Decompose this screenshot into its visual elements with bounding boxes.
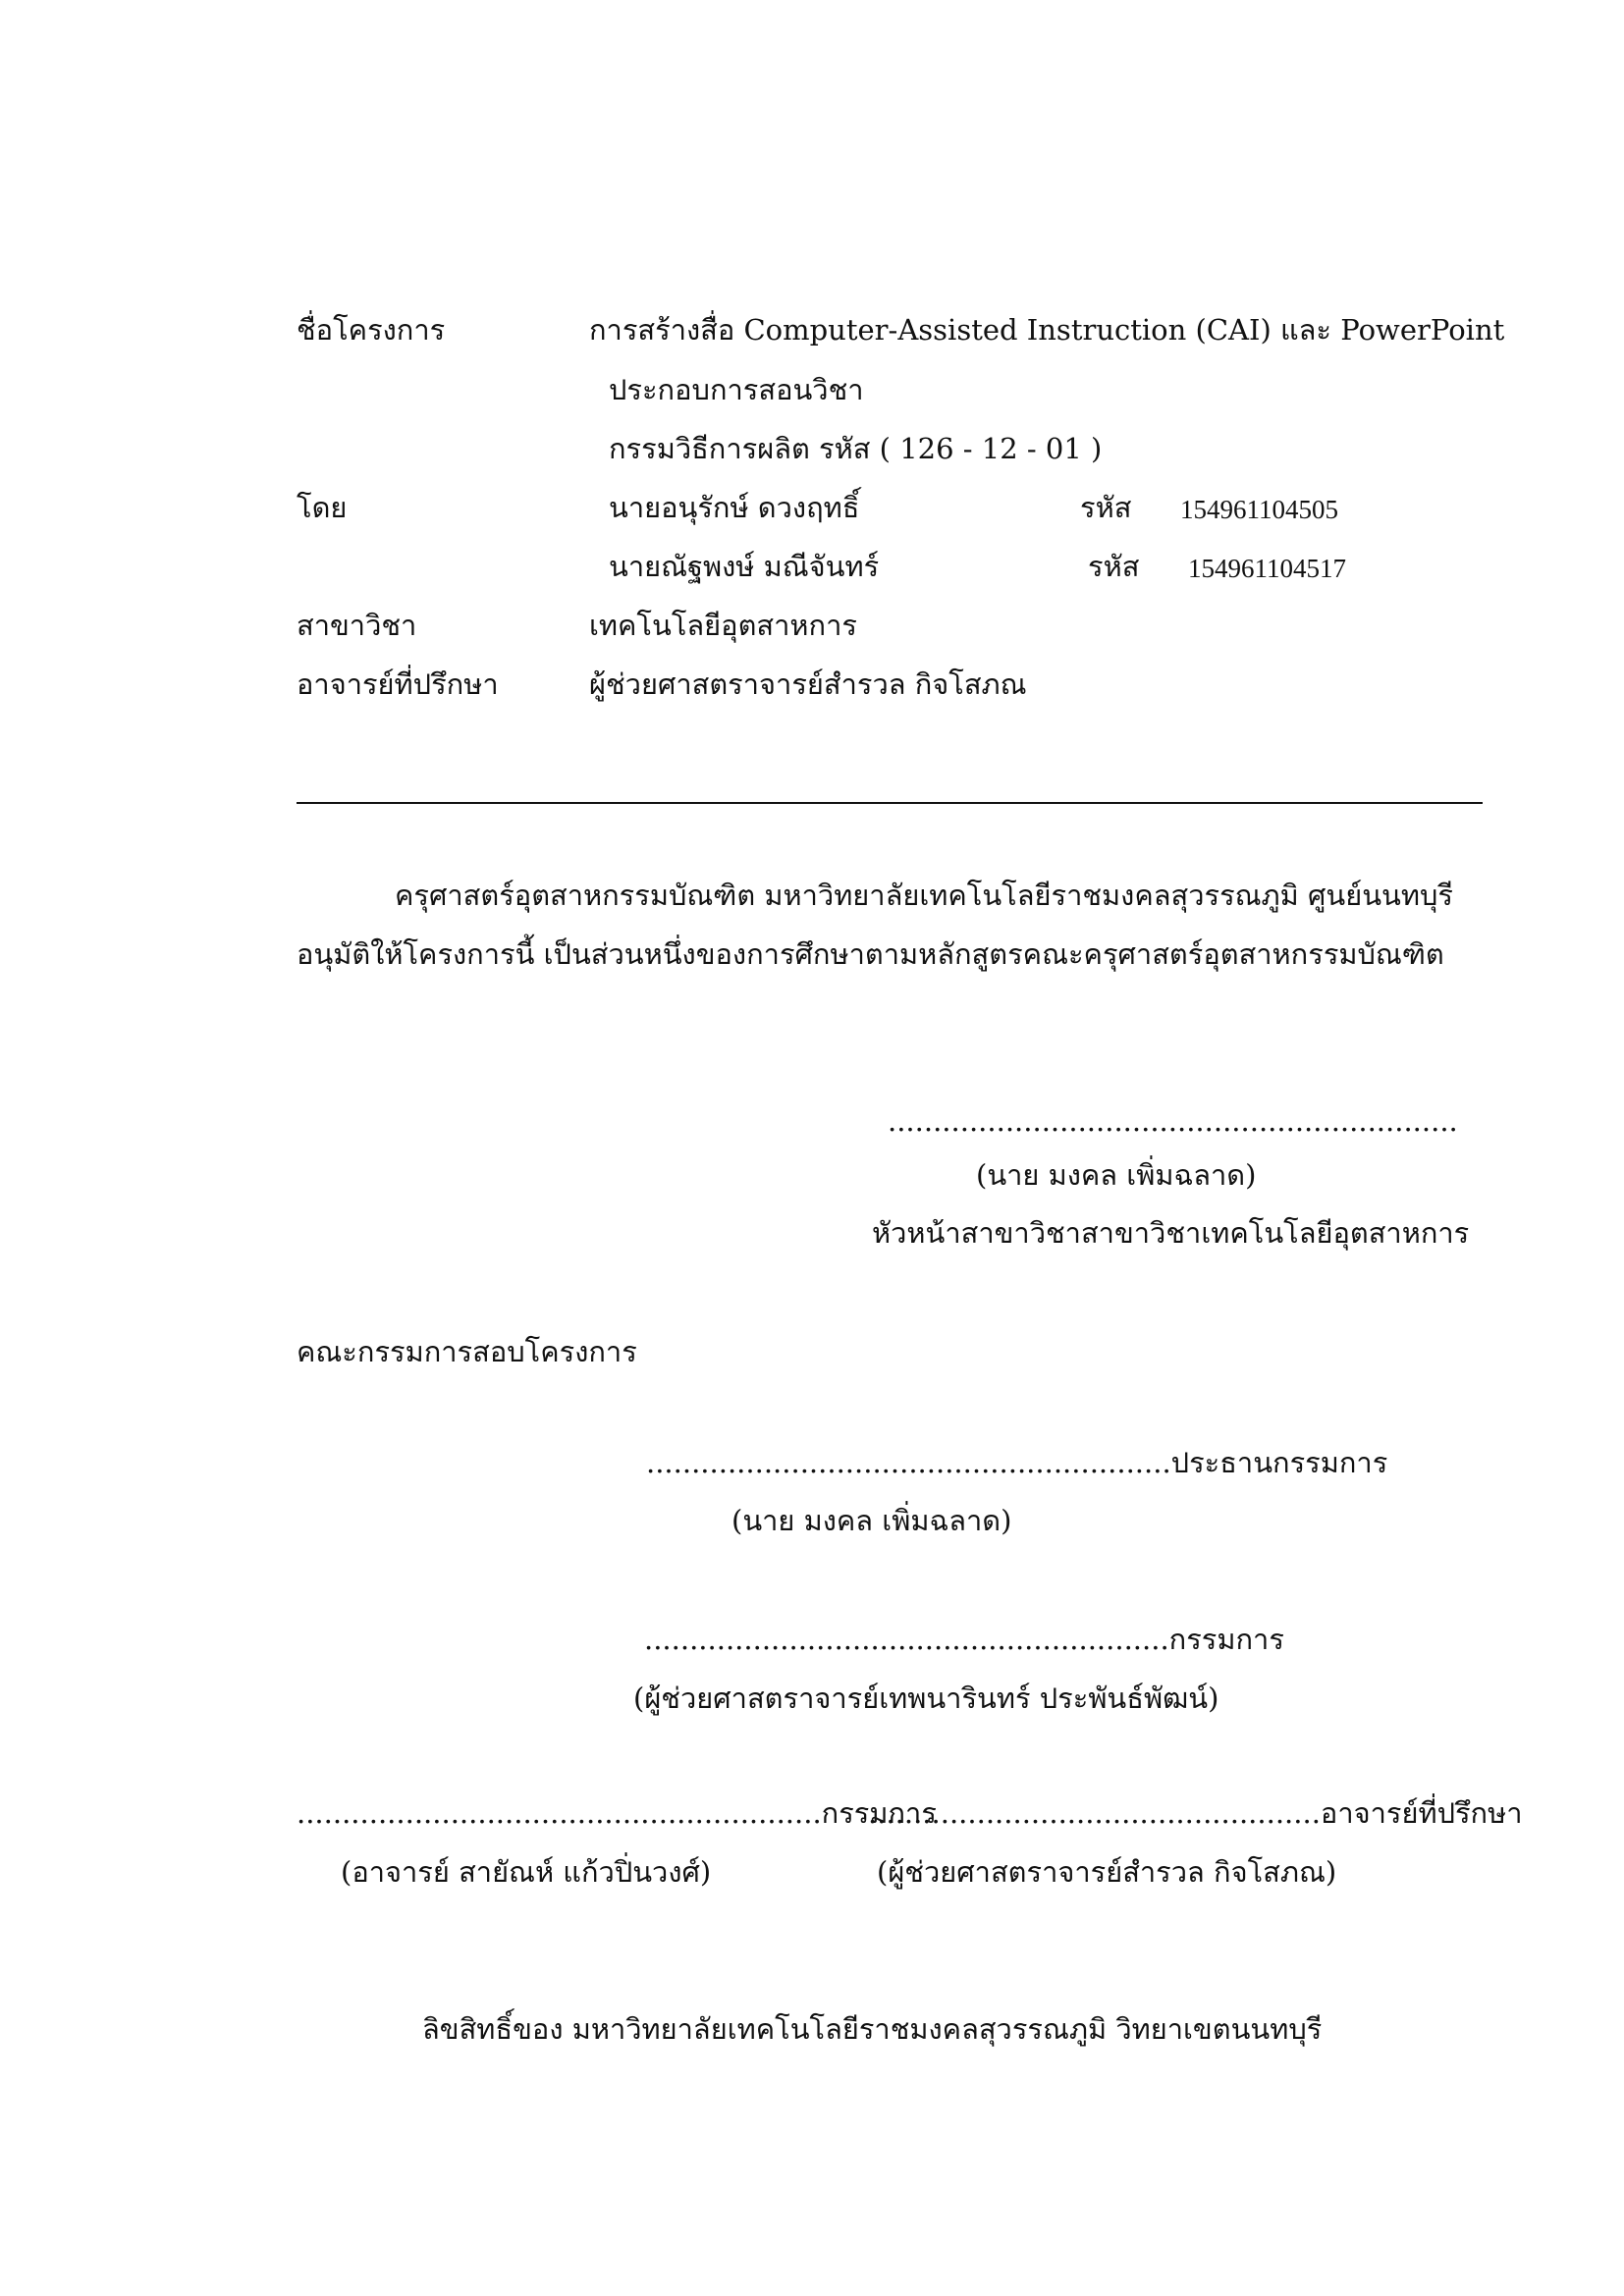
project-title-line1: การสร้างสื่อ Computer-Assisted Instruction (CAI) และ PowerPoint: [589, 313, 1505, 347]
member1-name: (ผู้ช่วยศาสตราจารย์เทพนารินทร์ ประพันธ์พัฒน์): [633, 1682, 1219, 1715]
chair-name: (นาย มงคล เพิ่มฉลาด): [731, 1504, 1012, 1537]
head-signature-name: (นาย มงคล เพิ่มฉลาด): [976, 1158, 1257, 1192]
head-signature-title: หัวหน้าสาขาวิชาสาขาวิชาเทคโนโลยีอุตสาหการ: [872, 1216, 1470, 1250]
author-id-label-1: รหัส: [1080, 491, 1132, 524]
project-title-line3: กรรมวิธีการผลิต รหัส ( 126 - 12 - 01 ): [609, 432, 1103, 465]
author-name-2: นายณัฐพงษ์ มณีจันทร์: [609, 550, 880, 583]
member1-signature-line: ..........................................................กรรมการ: [644, 1623, 1284, 1656]
chair-signature-line: ..........................................................ประธานกรรมการ: [646, 1446, 1388, 1479]
advisor-value: ผู้ช่วยศาสตราจารย์สำรวล กิจโสภณ: [589, 667, 1027, 701]
advisor-signature-name: (ผู้ช่วยศาสตราจารย์สำรวล กิจโสภณ): [877, 1855, 1337, 1889]
copyright-notice: ลิขสิทธิ์ของ มหาวิทยาลัยเทคโนโลยีราชมงคลสุวรรณภูมิ วิทยาเขตนนทบุรี: [422, 2012, 1323, 2046]
member2-name: (อาจารย์ สายัณห์ แก้วปิ่นวงศ์): [341, 1855, 712, 1889]
approval-line-2: อนุมัติให้โครงการนี้ เป็นส่วนหนึ่งของการศึกษาตามหลักสูตรคณะครุศาสตร์อุตสาหกรรมบัณฑิต: [297, 937, 1444, 971]
author-id-1: 154961104505: [1180, 495, 1338, 524]
by-label: โดย: [297, 491, 348, 524]
approval-line-1: ครุศาสตร์อุตสาหกรรมบัณฑิต มหาวิทยาลัยเทคโนโลยีราชมงคลสุวรรณภูมิ ศูนย์นนทบุรี: [395, 879, 1453, 912]
advisor-label: อาจารย์ที่ปรึกษา: [297, 667, 499, 701]
advisor-signature-line: ..................................................อาจารย์ที่ปรึกษา: [868, 1796, 1523, 1830]
committee-heading: คณะกรรมการสอบโครงการ: [297, 1335, 637, 1368]
head-signature-dots: ...............................................................: [888, 1104, 1458, 1138]
member2-signature-line: ..........................................................กรรมการ: [297, 1796, 937, 1830]
author-id-label-2: รหัส: [1088, 550, 1140, 583]
project-label: ชื่อโครงการ: [297, 313, 446, 347]
major-label: สาขาวิชา: [297, 609, 417, 642]
author-id-2: 154961104517: [1188, 554, 1346, 583]
project-title-line2: ประกอบการสอนวิชา: [609, 373, 864, 406]
major-value: เทคโนโลยีอุตสาหการ: [589, 609, 857, 642]
author-name-1: นายอนุรักษ์ ดวงฤทธิ์: [609, 491, 860, 524]
divider-line: [297, 802, 1483, 804]
